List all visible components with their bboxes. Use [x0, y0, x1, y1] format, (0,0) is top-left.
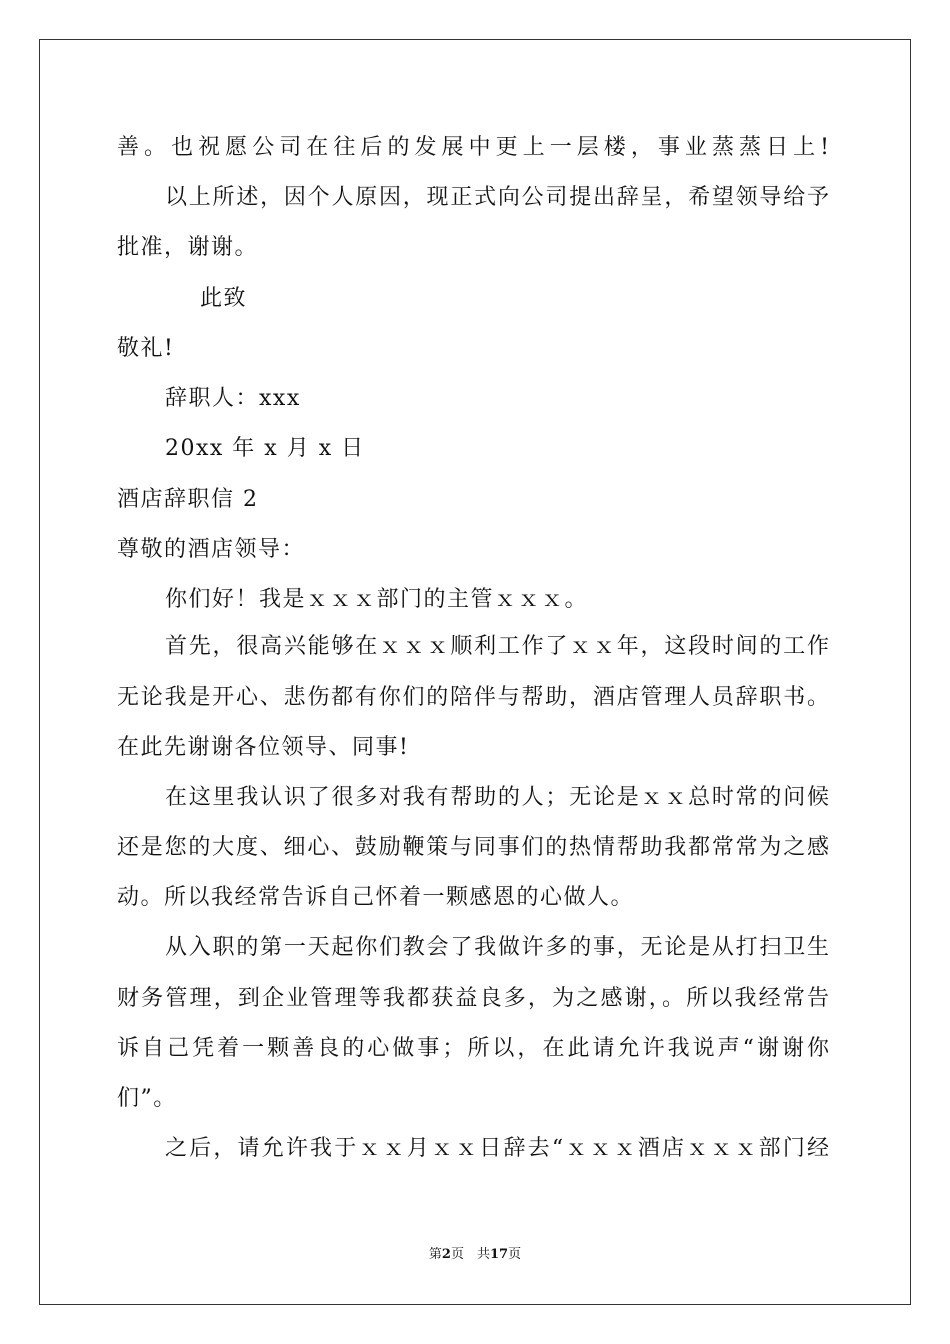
paragraph-line: 以上所述，因个人原因，现正式向公司提出辞呈，希望领导给予: [165, 185, 829, 210]
paragraph-line: 从入职的第一天起你们教会了我做许多的事，无论是从打扫卫生: [165, 935, 829, 960]
closing-salutation: 此致: [200, 286, 248, 311]
paragraph-line: 在这里我认识了很多对我有帮助的人；无论是ｘｘ总时常的问候: [165, 785, 829, 810]
paragraph-line: 首先，很高兴能够在ｘｘｘ顺利工作了ｘｘ年，这段时间的工作: [165, 634, 829, 659]
paragraph-line: 动。所以我经常告诉自己怀着一颗感恩的心做人。: [117, 885, 635, 910]
current-page-number: 2: [441, 1247, 451, 1262]
footer-prefix: 第: [428, 1247, 442, 1262]
paragraph-line: 善。也祝愿公司在往后的发展中更上一层楼，事业蒸蒸日上!: [117, 135, 829, 160]
footer-mid: 页 共: [450, 1247, 490, 1262]
page-border: [39, 39, 911, 1305]
paragraph-line: 诉自己凭着一颗善良的心做事；所以，在此请允许我说声“谢谢你: [117, 1036, 829, 1061]
paragraph-line: 还是您的大度、细心、鼓励鞭策与同事们的热情帮助我都常常为之感: [117, 835, 829, 860]
paragraph-line: 无论我是开心、悲伤都有你们的陪伴与帮助，酒店管理人员辞职书。: [117, 685, 829, 710]
closing-regards: 敬礼!: [117, 336, 175, 361]
paragraph-line: 们”。: [117, 1086, 177, 1111]
total-pages-number: 17: [489, 1247, 509, 1262]
page-footer: [0, 1247, 950, 1263]
paragraph-line: 批准，谢谢。: [117, 235, 259, 260]
date-line: 20xx 年 x 月 x 日: [165, 436, 365, 461]
paragraph-line: 你们好！我是ｘｘｘ部门的主管ｘｘｘ。: [165, 587, 589, 612]
greeting: 尊敬的酒店领导：: [117, 537, 306, 562]
paragraph-line: 在此先谢谢各位领导、同事!: [117, 735, 410, 760]
paragraph-line: 财务管理，到企业管理等我都获益良多，为之感谢，。所以我经常告: [117, 986, 829, 1011]
paragraph-line: 之后，请允许我于ｘｘ月ｘｘ日辞去“ｘｘｘ酒店ｘｘｘ部门经: [165, 1136, 829, 1161]
section-title: 酒店辞职信 2: [117, 487, 259, 512]
signatory: 辞职人：xxx: [165, 386, 301, 411]
footer-suffix: 页: [508, 1247, 522, 1262]
